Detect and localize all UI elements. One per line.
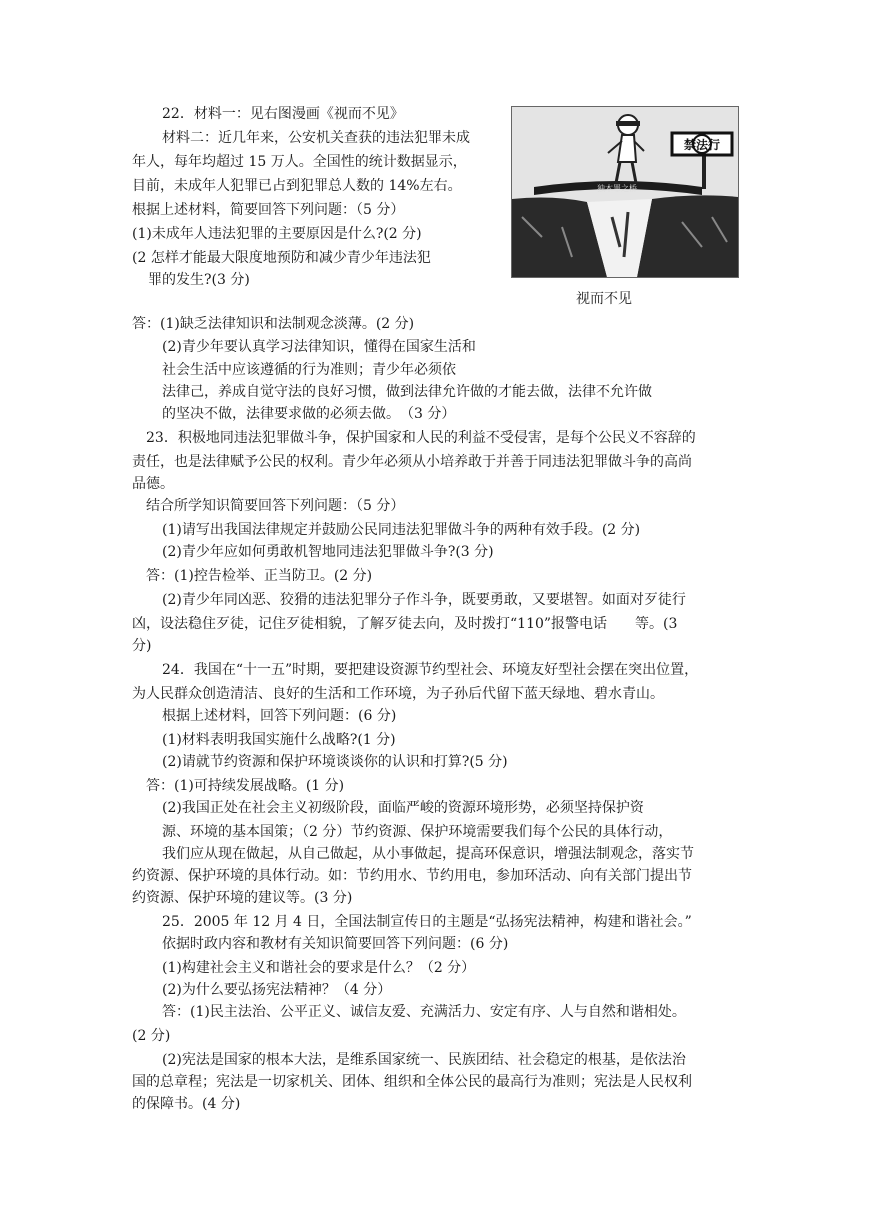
q23-question-2: (2)青少年应如何勇敢机智地同违法犯罪做斗争?(3 分) — [162, 544, 494, 560]
q22-question-2: (2 怎样才能最大限度地预防和减少青少年违法犯 — [132, 250, 431, 266]
q22-answer-2-line-4: 的坚决不做，法律要求做的必须去做。 （3 分） — [162, 406, 456, 422]
q22-question-1: (1)未成年人违法犯罪的主要原因是什么?(2 分) — [132, 226, 422, 242]
cartoon-drawing — [512, 107, 738, 277]
q24-instruction: 根据上述材料，回答下列问题：(6 分) — [162, 708, 397, 724]
q23-answer-1: 答：(1)控告检举、正当防卫。(2 分) — [146, 568, 373, 584]
q22-title: 22．材料一：见右图漫画《视而不见》 — [162, 106, 404, 122]
cartoon-image — [511, 106, 739, 278]
q23-instruction: 结合所学知识简要回答下列问题：（5 分） — [146, 498, 405, 514]
q24-answer-2-line-4: 约资源、保护环境的具体行动。如：节约用水、节约用电，参加环活动、向有关部门提出节 — [132, 868, 692, 884]
q22-question-2-cont: 罪的发生?(3 分) — [148, 272, 250, 288]
cartoon-caption: 视而不见 — [576, 291, 632, 307]
q25-answer-1: 答：(1)民主法治、公平正义、诚信友爱、充满活力、安定有序、人与自然和谐相处。 — [162, 1004, 686, 1020]
q24-answer-2-line-2: 源、环境的基本国策；（2 分）节约资源、保护环境需要我们每个公民的具体行动， — [162, 824, 673, 840]
q25-answer-2-line-2: 国的总章程；宪法是一切家机关、团体、组织和全体公民的最高行为准则；宪法是人民权利 — [132, 1074, 692, 1090]
q22-material2-line-2: 年人，每年均超过 15 万人。全国性的统计数据显示， — [132, 154, 467, 170]
q23-line-3: 品德。 — [132, 476, 174, 492]
q25-line-1: 25．2005 年 12 月 4 日，全国法制宣传日的主题是“弘扬宪法精神，构建和谐社会。” — [162, 914, 692, 930]
q23-line-1: 23．积极地同违法犯罪做斗争，保护国家和人民的利益不受侵害，是每个公民义不容辞的 — [146, 430, 696, 446]
cartoon-sign-text: 禁法行 — [683, 138, 721, 152]
q24-answer-2-line-3: 我们应从现在做起，从自己做起，从小事做起，提高环保意识，增强法制观念，落实节 — [162, 846, 694, 862]
q24-question-1: (1)材料表明我国实施什么战略?(1 分) — [162, 732, 396, 748]
q24-question-2: (2)请就节约资源和保护环境谈谈你的认识和打算?(5 分) — [162, 754, 508, 770]
q23-answer-2-line-3: 分) — [132, 638, 152, 654]
q24-line-2: 为人民群众创造清洁、良好的生活和工作环境，为子孙后代留下蓝天绿地、碧水青山。 — [132, 686, 664, 702]
q25-answer-2-line-1: (2)宪法是国家的根本大法，是维系国家统一、民族团结、社会稳定的根基，是依法治 — [162, 1052, 686, 1068]
q25-answer-2-line-3: 的保障书。(4 分) — [132, 1096, 241, 1112]
q22-material2-line-3: 目前，未成年人犯罪已占到犯罪总人数的 14%左右。 — [132, 178, 462, 194]
q22-answer-2-line-2: 社会生活中应该遵循的行为准则；青少年必须依 — [162, 362, 456, 378]
q22-answer-2-line-3: 法律己，养成自觉守法的良好习惯，做到法律允许做的才能去做，法律不允许做 — [162, 384, 652, 400]
q24-answer-2-line-1: (2)我国正处在社会主义初级阶段，面临严峻的资源环境形势，必须坚持保护资 — [162, 800, 644, 816]
q22-material2-line-1: 材料二：近几年来，公安机关查获的违法犯罪未成 — [162, 130, 470, 146]
q25-instruction: 依据时政内容和教材有关知识简要回答下列问题：(6 分) — [162, 936, 509, 952]
q24-answer-2-line-5: 约资源、保护环境的建议等。(3 分) — [132, 890, 353, 906]
q23-answer-2-line-1: (2)青少年同凶恶、狡猾的违法犯罪分子作斗争，既要勇敢，又要堪智。如面对歹徒行 — [162, 592, 686, 608]
q23-answer-2-line-2: 凶，设法稳住歹徒，记住歹徒相貌，了解歹徒去向，及时拨打“110”报警电话 等。(3 — [132, 616, 678, 632]
q24-line-1: 24．我国在“十一五”时期，要把建设资源节约型社会、环境友好型社会摆在突出位置， — [162, 662, 699, 678]
q25-answer-1-cont: (2 分) — [132, 1028, 171, 1044]
q25-question-1: (1)构建社会主义和谐社会的要求是什么？（2 分） — [162, 960, 476, 976]
q22-answer-2-line-1: (2)青少年要认真学习法律知识，懂得在国家生活和 — [162, 339, 476, 355]
cartoon-bridge-text: 独木罪之桥 — [597, 184, 637, 193]
q22-answer-1: 答：(1)缺乏法律知识和法制观念淡薄。(2 分) — [132, 316, 415, 332]
q24-answer-1: 答：(1)可持续发展战略。(1 分) — [146, 778, 345, 794]
q23-question-1: (1)请写出我国法律规定并鼓励公民同违法犯罪做斗争的两种有效手段。(2 分) — [162, 522, 641, 538]
q25-question-2: (2)为什么要弘扬宪法精神？（4 分） — [162, 982, 392, 998]
q22-instruction: 根据上述材料，简要回答下列问题：（5 分） — [132, 202, 405, 218]
q23-line-2: 责任，也是法律赋予公民的权利。青少年必须从小培养敢于并善于同违法犯罪做斗争的高尚 — [132, 454, 692, 470]
